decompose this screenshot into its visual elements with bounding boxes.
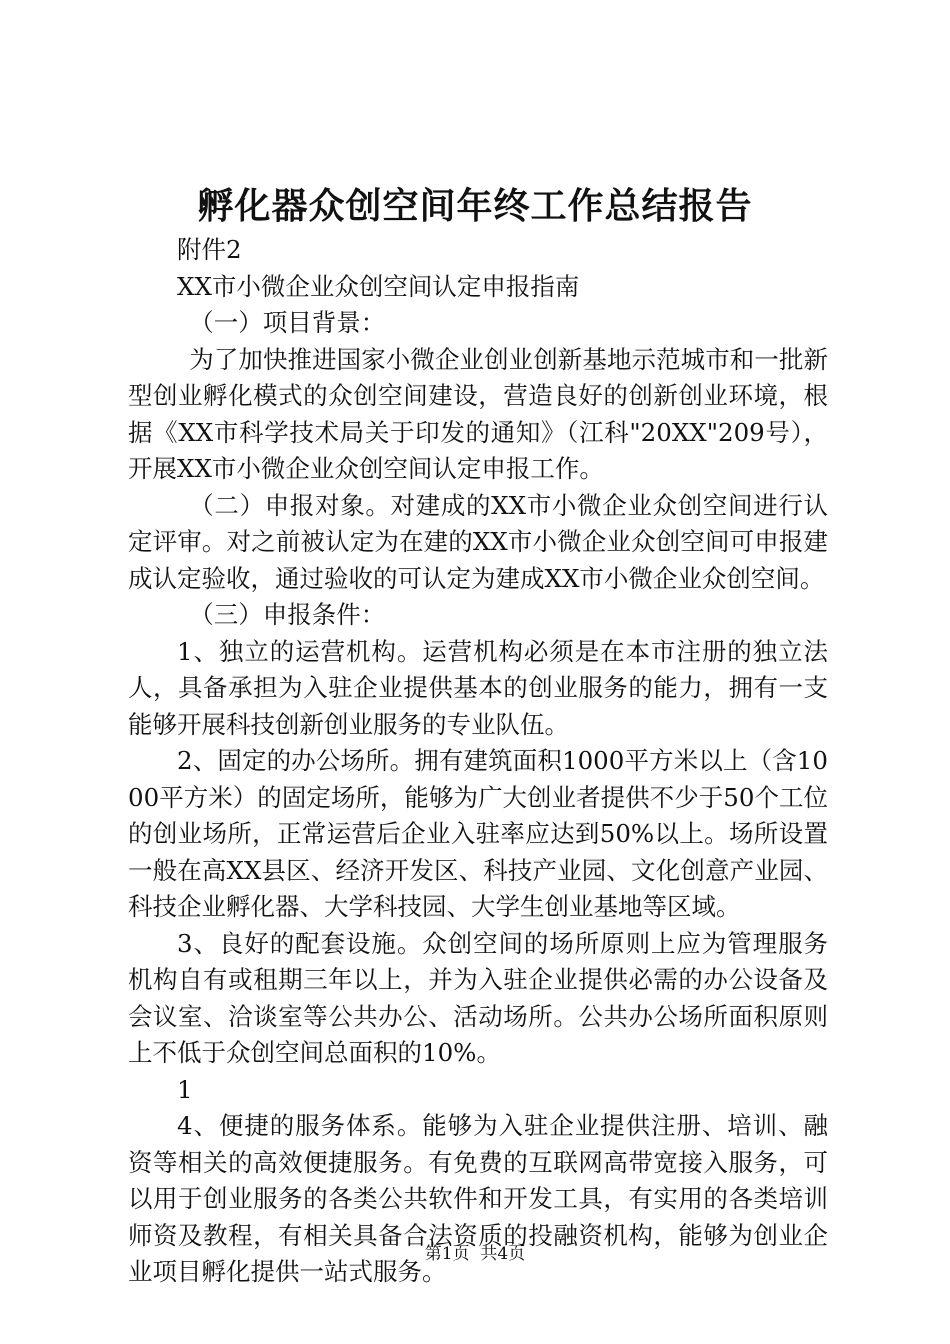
inline-page-number: 1 — [177, 1074, 193, 1104]
attachment-label: 附件2 — [177, 235, 242, 264]
document-title: 孵化器众创空间年终工作总结报告 — [197, 186, 753, 227]
paragraph-condition-3: 3、良好的配套设施。众创空间的场所原则上应为管理服务机构自有或租期三年以上，并为入驻企业提供必需的办公设备及会议室、洽谈室等公共办公、活动场所。公共办公场所面积原则上不低于众创空间总面积的10%。 — [128, 928, 828, 1067]
paragraph-condition-1: 1、独立的运营机构。运营机构必须是在本市注册的独立法人，具备承担为入驻企业提供基本的创业服务的能力，拥有一支能够开展科技创新创业服务的专业队伍。 — [128, 636, 828, 739]
guide-title: XX市小微企业众创空间认定申报指南 — [177, 271, 580, 301]
document-body — [128, 232, 828, 1291]
paragraph-applicants: （二）申报对象。对建成的XX市小微企业众创空间进行认定评审。对之前被认定为在建的XX市小微企业众创空间可申报建成认定验收，通过验收的可认定为建成XX市小微企业众创空间。 — [128, 490, 828, 593]
section-heading-background: （一）项目背景： — [189, 308, 386, 337]
section-heading-conditions: （三）申报条件： — [189, 600, 386, 629]
paragraph-condition-4: 4、便捷的服务体系。能够为入驻企业提供注册、培训、融资等相关的高效便捷服务。有免费的互联网高带宽接入服务，可以用于创业服务的各类公共软件和开发工具，有实用的各类培训师资及教程，有相关具备合法资质的投融资机构，能够为创业企业项目孵化提供一站式服务。 — [128, 1111, 828, 1286]
page-footer: 第1页 共4页 — [424, 1244, 526, 1264]
paragraph-background: 为了加快推进国家小微企业创业创新基地示范城市和一批新型创业孵化模式的众创空间建设，营造良好的创新创业环境，根据《XX市科学技术局关于印发的通知》（江科"20XX"209号），开展XX市小微企业众创空间认定申报工作。 — [128, 344, 828, 483]
paragraph-condition-2: 2、固定的办公场所。拥有建筑面积1000平方米以上（含1000平方米）的固定场所，能够为广大创业者提供不少于50个工位的创业场所，正常运营后企业入驻率应达到50%以上。场所设置一般在高XX县区、经济开发区、科技产业园、文化创意产业园、科技企业孵化器、大学科技园、大学生创业基地等区域。 — [128, 746, 828, 921]
